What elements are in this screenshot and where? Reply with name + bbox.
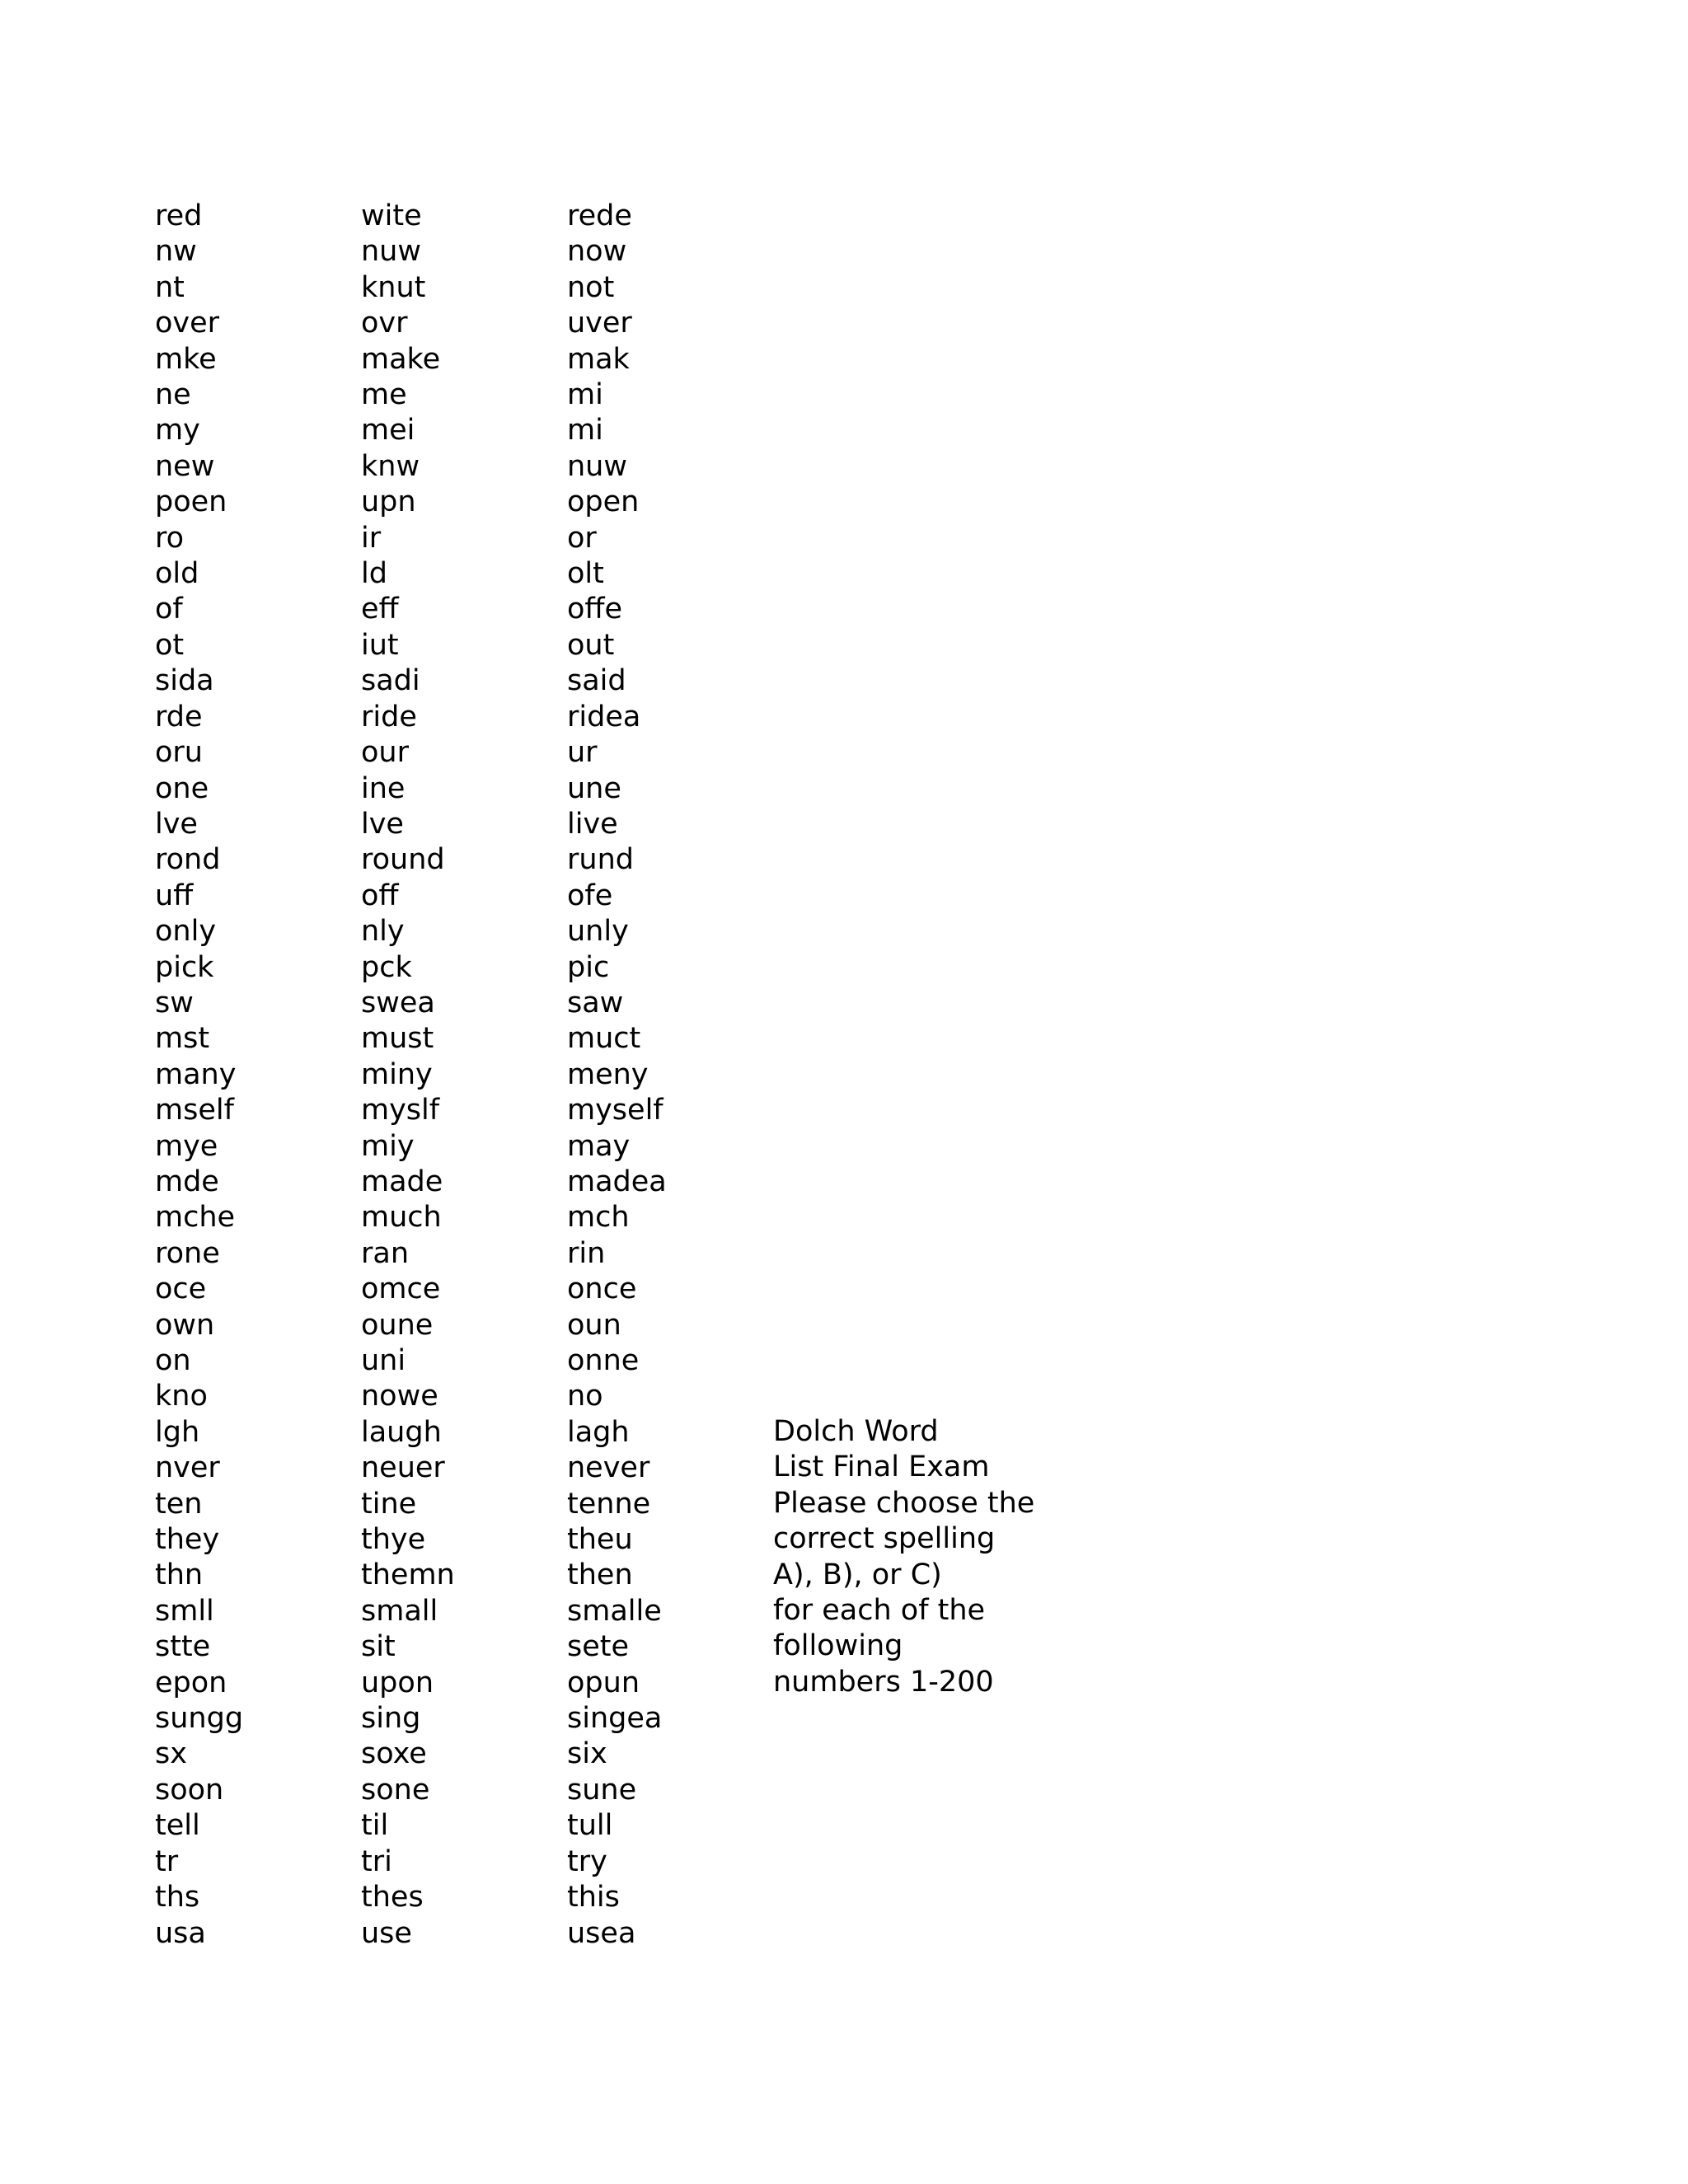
option-b-word: ovr (361, 307, 408, 340)
option-c-word: this (567, 1881, 620, 1915)
option-b-word: pck (361, 950, 412, 984)
option-c-word: rund (567, 843, 634, 877)
option-a-word: usa (155, 1916, 206, 1950)
option-b-word: sone (361, 1773, 430, 1807)
option-a-word: red (155, 199, 203, 232)
option-c-word: mak (567, 342, 630, 376)
option-c-word: lagh (567, 1415, 630, 1449)
option-a-word: tell (155, 1809, 200, 1843)
option-a-word: mde (155, 1165, 219, 1198)
option-c-word: never (567, 1451, 650, 1485)
word-row (155, 592, 773, 627)
option-c-word: oun (567, 1308, 621, 1342)
option-b-word: wite (361, 199, 422, 232)
option-a-word: poen (155, 485, 227, 519)
option-b-word: sadi (361, 664, 420, 698)
instruction-line: Dolch Word (773, 1415, 939, 1448)
option-b-word: miy (361, 1129, 415, 1163)
option-a-word: oce (155, 1272, 207, 1306)
option-a-word: new (155, 449, 215, 483)
option-a-word: on (155, 1344, 191, 1377)
option-c-word: sete (567, 1630, 630, 1664)
word-row (155, 556, 773, 592)
option-c-word: said (567, 664, 626, 698)
option-a-word: uff (155, 879, 194, 912)
option-b-word: mei (361, 414, 415, 448)
option-b-word: ine (361, 771, 406, 805)
option-b-word: upn (361, 485, 416, 519)
instruction-line: A), B), or C) (773, 1558, 942, 1591)
option-a-word: soon (155, 1773, 224, 1807)
option-b-word: knut (361, 270, 426, 304)
option-c-word: ur (567, 736, 598, 770)
option-c-word: rede (567, 199, 632, 232)
option-b-word: ran (361, 1236, 410, 1270)
option-b-word: thye (361, 1523, 426, 1557)
option-c-word: onne (567, 1344, 640, 1377)
option-b-word: off (361, 879, 399, 912)
option-a-word: mye (155, 1129, 218, 1163)
option-a-word: nt (155, 270, 185, 304)
option-c-word: live (567, 807, 618, 841)
option-b-word: themn (361, 1558, 455, 1592)
option-a-word: sx (155, 1737, 187, 1771)
option-a-word: ten (155, 1487, 203, 1521)
option-b-word: make (361, 342, 441, 376)
word-row (155, 1308, 773, 1343)
option-c-word: now (567, 235, 627, 269)
word-row (155, 842, 773, 878)
option-c-word: mi (567, 378, 603, 412)
option-a-word: one (155, 771, 209, 805)
word-row (155, 521, 773, 556)
option-a-word: nw (155, 235, 197, 269)
word-row (155, 628, 773, 663)
option-c-word: open (567, 485, 640, 519)
option-a-word: ro (155, 521, 185, 555)
option-a-word: mself (155, 1094, 234, 1127)
option-a-word: pick (155, 950, 214, 984)
instruction-line: List Final Exam (773, 1451, 990, 1484)
option-b-word: nly (361, 915, 405, 949)
option-c-word: may (567, 1129, 631, 1163)
word-row (155, 1272, 773, 1307)
word-row (155, 1379, 773, 1414)
word-row (155, 1916, 773, 1952)
word-row (155, 950, 773, 986)
option-c-word: once (567, 1272, 637, 1306)
word-row (155, 1165, 773, 1200)
option-c-word: theu (567, 1523, 633, 1557)
option-a-word: my (155, 414, 200, 448)
word-row (155, 1021, 773, 1057)
option-b-word: ld (361, 557, 387, 591)
word-row (155, 807, 773, 842)
word-row (155, 1236, 773, 1272)
option-b-word: miny (361, 1057, 433, 1091)
option-c-word: then (567, 1558, 633, 1592)
word-row (155, 485, 773, 520)
word-choice-rows (155, 199, 773, 1952)
option-b-word: small (361, 1594, 438, 1628)
word-row (155, 735, 773, 771)
option-a-word: rde (155, 700, 203, 733)
option-b-word: upon (361, 1666, 434, 1699)
word-row (155, 1558, 773, 1593)
option-a-word: only (155, 915, 217, 949)
option-b-word: knw (361, 449, 420, 483)
option-c-word: mi (567, 414, 603, 448)
word-row (155, 306, 773, 341)
option-b-word: ride (361, 700, 417, 733)
option-c-word: pic (567, 950, 610, 984)
option-a-word: ot (155, 628, 185, 662)
option-a-word: ne (155, 378, 191, 412)
option-a-word: many (155, 1057, 237, 1091)
option-c-word: nuw (567, 449, 627, 483)
option-a-word: rond (155, 843, 221, 877)
option-a-word: own (155, 1308, 215, 1342)
word-row (155, 1808, 773, 1844)
option-a-word: thn (155, 1558, 204, 1592)
option-a-word: kno (155, 1380, 208, 1413)
option-b-word: swea (361, 986, 435, 1019)
option-b-word: thes (361, 1881, 424, 1915)
word-row (155, 1629, 773, 1665)
option-c-word: opun (567, 1666, 640, 1699)
option-b-word: much (361, 1201, 442, 1235)
option-b-word: uni (361, 1344, 406, 1377)
word-row (155, 663, 773, 699)
option-b-word: tine (361, 1487, 417, 1521)
option-c-word: olt (567, 557, 604, 591)
option-c-word: muct (567, 1022, 641, 1056)
option-c-word: tenne (567, 1487, 651, 1521)
option-c-word: smalle (567, 1594, 662, 1628)
option-c-word: une (567, 771, 621, 805)
option-b-word: made (361, 1165, 443, 1198)
word-row (155, 700, 773, 735)
option-a-word: mche (155, 1201, 236, 1235)
option-a-word: old (155, 557, 199, 591)
option-b-word: me (361, 378, 407, 412)
option-a-word: over (155, 307, 220, 340)
option-a-word: sungg (155, 1702, 244, 1736)
option-c-word: meny (567, 1057, 649, 1091)
word-row (155, 1200, 773, 1235)
option-a-word: ths (155, 1881, 200, 1915)
option-c-word: usea (567, 1916, 636, 1950)
word-row (155, 1057, 773, 1093)
option-a-word: stte (155, 1630, 211, 1664)
option-b-word: ir (361, 521, 382, 555)
exam-instructions (773, 1414, 1034, 1700)
instruction-line: for each of the (773, 1593, 986, 1627)
option-c-word: ofe (567, 879, 613, 912)
word-row (155, 914, 773, 949)
word-row (155, 1522, 773, 1558)
option-b-word: iut (361, 628, 399, 662)
option-c-word: no (567, 1380, 603, 1413)
option-c-word: rin (567, 1236, 606, 1270)
option-b-word: myslf (361, 1094, 440, 1127)
option-c-word: singea (567, 1702, 663, 1736)
word-row (155, 879, 773, 914)
word-row (155, 342, 773, 377)
option-b-word: tri (361, 1844, 392, 1878)
word-row (155, 270, 773, 306)
option-c-word: unly (567, 915, 629, 949)
option-a-word: lve (155, 807, 198, 841)
option-b-word: til (361, 1809, 389, 1843)
option-b-word: neuer (361, 1451, 445, 1485)
option-c-word: or (567, 521, 597, 555)
option-c-word: try (567, 1844, 607, 1878)
option-a-word: smll (155, 1594, 214, 1628)
word-row (155, 1880, 773, 1915)
word-choice-table (155, 199, 773, 1952)
option-a-word: of (155, 593, 183, 626)
instruction-line: correct spelling (773, 1522, 996, 1556)
option-a-word: they (155, 1523, 220, 1557)
option-a-word: mke (155, 342, 217, 376)
word-row (155, 413, 773, 448)
option-b-word: sing (361, 1702, 421, 1736)
option-c-word: offe (567, 593, 623, 626)
option-c-word: uver (567, 307, 632, 340)
instruction-line: numbers 1-200 (773, 1665, 994, 1699)
option-a-word: tr (155, 1844, 179, 1878)
option-b-word: laugh (361, 1415, 442, 1449)
word-row (155, 1666, 773, 1701)
option-c-word: saw (567, 986, 624, 1019)
word-row (155, 377, 773, 413)
option-c-word: out (567, 628, 615, 662)
word-row (155, 1594, 773, 1629)
option-a-word: sw (155, 986, 194, 1019)
option-b-word: sit (361, 1630, 396, 1664)
option-c-word: not (567, 270, 615, 304)
option-a-word: rone (155, 1236, 220, 1270)
word-row (155, 1093, 773, 1128)
word-row (155, 1343, 773, 1379)
option-b-word: omce (361, 1272, 441, 1306)
word-row (155, 1415, 773, 1451)
word-row (155, 1451, 773, 1486)
word-row (155, 1487, 773, 1522)
option-b-word: eff (361, 593, 399, 626)
option-b-word: oune (361, 1308, 434, 1342)
option-b-word: must (361, 1022, 434, 1056)
option-c-word: madea (567, 1165, 667, 1198)
word-row (155, 771, 773, 807)
option-c-word: six (567, 1737, 607, 1771)
option-b-word: nowe (361, 1380, 438, 1413)
option-a-word: lgh (155, 1415, 200, 1449)
option-a-word: epon (155, 1666, 227, 1699)
word-row (155, 199, 773, 234)
option-a-word: nver (155, 1451, 220, 1485)
word-row (155, 1129, 773, 1165)
option-c-word: sune (567, 1773, 637, 1807)
word-row (155, 1701, 773, 1736)
option-b-word: round (361, 843, 445, 877)
word-row (155, 449, 773, 485)
option-a-word: sida (155, 664, 214, 698)
option-a-word: oru (155, 736, 203, 770)
word-row (155, 1736, 773, 1772)
option-a-word: mst (155, 1022, 210, 1056)
word-row (155, 1773, 773, 1808)
option-c-word: myself (567, 1094, 663, 1127)
word-row (155, 234, 773, 269)
option-b-word: soxe (361, 1737, 427, 1771)
option-c-word: tull (567, 1809, 613, 1843)
instruction-line: Please choose the (773, 1486, 1035, 1520)
instruction-line: following (773, 1629, 903, 1663)
option-b-word: nuw (361, 235, 421, 269)
word-row (155, 986, 773, 1021)
option-c-word: ridea (567, 700, 641, 733)
option-b-word: lve (361, 807, 404, 841)
word-row (155, 1844, 773, 1880)
option-c-word: mch (567, 1201, 630, 1235)
option-b-word: use (361, 1916, 412, 1950)
option-b-word: our (361, 736, 409, 770)
